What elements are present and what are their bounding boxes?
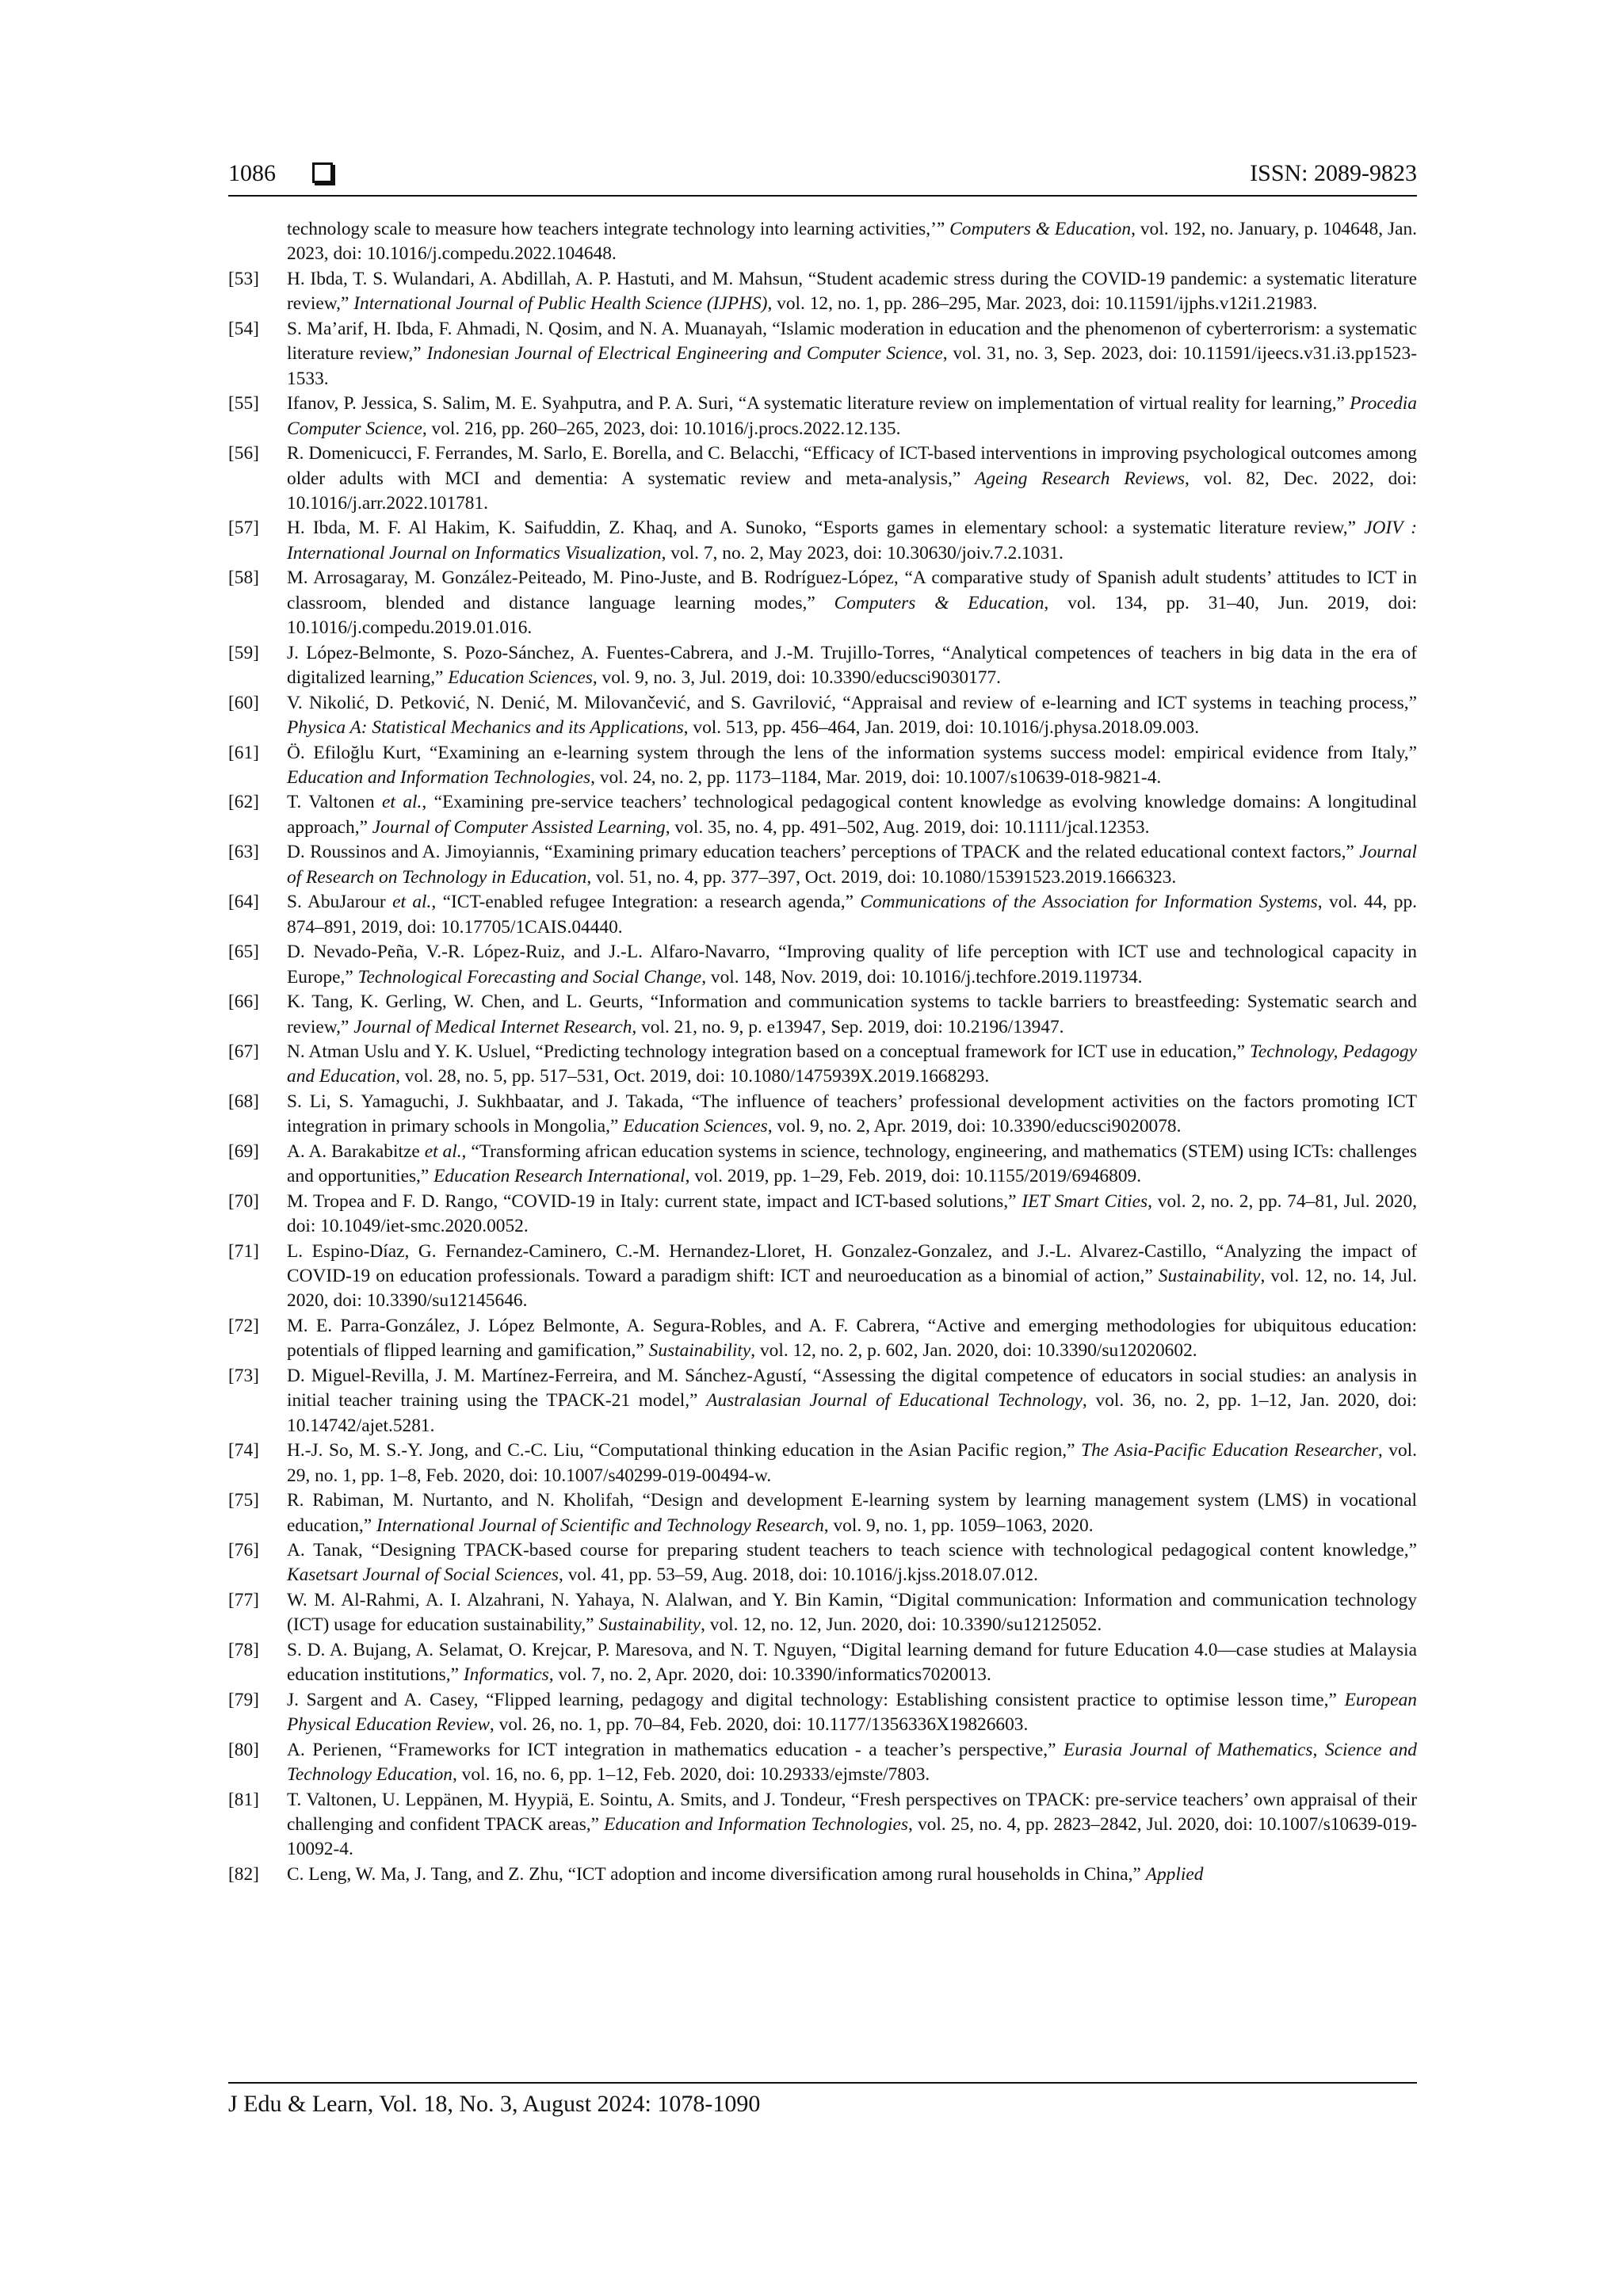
reference-segment: D. Roussinos and A. Jimoyiannis, “Examining primary education teachers’ perceptions of TPACK and the related educational context factors,” — [287, 842, 1360, 863]
reference-source-title: International Journal of Scientific and Technology Research — [376, 1515, 824, 1536]
reference-item — [228, 741, 1417, 791]
reference-text — [287, 1538, 1417, 1588]
reference-source-title: Communications of the Association for Information Systems — [860, 892, 1318, 913]
reference-segment: H. Ibda, T. S. Wulandari, A. Abdillah, A. P. Hastuti, and M. Mahsun, “Student academic stress during the COVID-19 pandemic: a systematic literature review,” — [287, 268, 1417, 315]
reference-segment: A. A. Barakabitze — [287, 1140, 425, 1162]
issn-label: ISSN: 2089-9823 — [1250, 160, 1417, 186]
reference-segment: , vol. 2019, pp. 1–29, Feb. 2019, doi: 10.1155/2019/6946809. — [685, 1166, 1142, 1187]
reference-segment: H. Ibda, M. F. Al Hakim, K. Saifuddin, Z. Khaq, and A. Sunoko, “Esports games in elementary school: a systematic literature review,” — [287, 518, 1365, 539]
reference-segment: , vol. 26, no. 1, pp. 70–84, Feb. 2020, doi: 10.1177/1356336X19826603. — [489, 1714, 1029, 1736]
reference-item — [228, 1240, 1417, 1314]
reference-text — [287, 317, 1417, 392]
reference-item — [228, 1040, 1417, 1090]
reference-source-title: Sustainability — [1158, 1266, 1261, 1287]
reference-text — [287, 267, 1417, 317]
reference-source-title: International Journal of Public Health Science (IJPHS) — [353, 293, 768, 315]
reference-segment: M. E. Parra-González, J. López Belmonte, A. Segura-Robles, and A. F. Cabrera, “Active and emerging methodologies for ubiquitous education: potentials of flipped learning and gamification,” — [287, 1315, 1417, 1362]
reference-source-title: Sustainability — [598, 1614, 701, 1636]
reference-item — [228, 1140, 1417, 1190]
reference-source-title: et al. — [382, 792, 422, 813]
reference-segment: Ö. Efiloğlu Kurt, “Examining an e-learning system through the lens of the information systems success model: empirical evidence from Italy,” — [287, 742, 1417, 763]
reference-text — [287, 1190, 1417, 1240]
reference-number: [58] — [228, 567, 259, 589]
reference-segment: S. D. A. Bujang, A. Selamat, O. Krejcar, P. Maresova, and N. T. Nguyen, “Digital learning demand for future Education 4.0—case studies at Malaysia education institutions,” — [287, 1639, 1417, 1686]
reference-segment: technology scale to measure how teachers integrate technology into learning activities,’” — [287, 219, 950, 239]
reference-number: [80] — [228, 1739, 259, 1760]
reference-item — [228, 1438, 1417, 1488]
reference-segment: C. Leng, W. Ma, J. Tang, and Z. Zhu, “ICT adoption and income diversification among rural households in China,” — [287, 1863, 1146, 1885]
reference-number: [78] — [228, 1639, 259, 1660]
reference-segment: , vol. 12, no. 1, pp. 286–295, Mar. 2023, doi: 10.11591/ijphs.v12i1.21983. — [767, 293, 1318, 315]
reference-segment: , vol. 9, no. 1, pp. 1059–1063, 2020. — [823, 1515, 1094, 1536]
reference-source-title: JOIV : International Journal on Informatics Visualization — [287, 518, 1417, 563]
page-footer — [228, 2088, 1417, 2120]
reference-segment: , vol. 16, no. 6, pp. 1–12, Feb. 2020, doi: 10.29333/ejmste/7803. — [452, 1764, 930, 1786]
reference-number: [54] — [228, 318, 259, 339]
reference-segment: , vol. 148, Nov. 2019, doi: 10.1016/j.techfore.2019.119734. — [701, 966, 1143, 988]
reference-source-title: Kasetsart Journal of Social Sciences — [287, 1564, 559, 1586]
reference-text — [287, 1638, 1417, 1688]
reference-item — [228, 1862, 1417, 1887]
reference-number: [57] — [228, 518, 259, 539]
reference-segment: , vol. 7, no. 2, Apr. 2020, doi: 10.3390/informatics7020013. — [548, 1664, 991, 1686]
reference-source-title: Sustainability — [648, 1340, 751, 1362]
reference-item — [228, 217, 1417, 267]
reference-source-title: Ageing Research Reviews — [975, 468, 1186, 489]
reference-source-title: Technology, Pedagogy and Education — [287, 1041, 1417, 1087]
reference-list — [228, 217, 1417, 1887]
reference-number: [68] — [228, 1091, 259, 1112]
reference-text — [287, 691, 1417, 741]
reference-source-title: Computers & Education — [949, 219, 1132, 239]
reference-number: [82] — [228, 1863, 259, 1885]
reference-segment: D. Miguel-Revilla, J. M. Martínez-Ferreira, and M. Sánchez-Agustí, “Assessing the digital competence of educators in social studies: an analysis in initial teacher training using the TPACK-21 model,” — [287, 1365, 1417, 1412]
reference-segment: M. Arrosagaray, M. González-Peiteado, M. Pino-Juste, and B. Rodríguez-López, “A comparative study of Spanish adult students’ attitudes to ICT in classroom, blended and distance language learning modes,” — [287, 567, 1417, 613]
reference-item — [228, 1090, 1417, 1140]
reference-text — [287, 441, 1417, 516]
reference-segment: , vol. 28, no. 5, pp. 517–531, Oct. 2019, doi: 10.1080/1475939X.2019.1668293. — [395, 1066, 990, 1087]
reference-source-title: IET Smart Cities — [1022, 1190, 1148, 1212]
reference-number: [62] — [228, 792, 259, 813]
reference-text — [287, 741, 1417, 791]
reference-number: [61] — [228, 742, 259, 763]
reference-item — [228, 1788, 1417, 1862]
reference-segment: L. Espino-Díaz, G. Fernandez-Caminero, C.-M. Hernandez-Lloret, H. Gonzalez-Gonzalez, and J.-L. Alvarez-Castillo, “Analyzing the impact of COVID-19 on education professionals. Toward a paradigm shift: ICT and neuroeducation as a binomial of action,” — [287, 1240, 1417, 1287]
page-header — [228, 153, 1417, 194]
reference-segment: S. Ma’arif, H. Ibda, F. Ahmadi, N. Qosim, and N. A. Muanayah, “Islamic moderation in education and the phenomenon of cyberterrorism: a systematic literature review,” — [287, 318, 1417, 365]
reference-text — [287, 1788, 1417, 1862]
reference-text — [287, 1364, 1417, 1438]
reference-item — [228, 890, 1417, 940]
reference-segment: , vol. 9, no. 3, Jul. 2019, doi: 10.3390/educsci9030177. — [592, 667, 1002, 689]
reference-segment: N. Atman Uslu and Y. K. Usluel, “Predicting technology integration based on a conceptual framework for ICT use in education,” — [287, 1041, 1250, 1062]
reference-segment: J. López-Belmonte, S. Pozo-Sánchez, A. Fuentes-Cabrera, and J.-M. Trujillo-Torres, “Analytical competences of teachers in big data in the era of digitalized learning,” — [287, 642, 1417, 689]
reference-item — [228, 267, 1417, 317]
reference-item — [228, 790, 1417, 840]
reference-item — [228, 1488, 1417, 1538]
reference-source-title: European Physical Education Review — [287, 1689, 1417, 1736]
reference-text — [287, 1240, 1417, 1314]
reference-item — [228, 691, 1417, 741]
reference-text — [287, 1488, 1417, 1538]
reference-item — [228, 990, 1417, 1040]
reference-segment: H.-J. So, M. S.-Y. Jong, and C.-C. Liu, “Computational thinking education in the Asian Pacific region,” — [287, 1440, 1082, 1461]
reference-source-title: Applied — [1145, 1863, 1204, 1885]
reference-segment: , vol. 12, no. 2, p. 602, Jan. 2020, doi: 10.3390/su12020602. — [750, 1340, 1197, 1362]
reference-number: [63] — [228, 842, 259, 863]
reference-number: [75] — [228, 1490, 259, 1511]
reference-source-title: Technological Forecasting and Social Change — [357, 966, 702, 988]
reference-segment: , vol. 82, Dec. 2022, doi: 10.1016/j.arr.2022.101781. — [287, 468, 1417, 514]
reference-source-title: Education and Information Technologies — [604, 1814, 909, 1835]
reference-item — [228, 1364, 1417, 1438]
reference-item — [228, 1538, 1417, 1588]
reference-segment: , vol. 25, no. 4, pp. 2823–2842, Jul. 2020, doi: 10.1007/s10639-019-10092-4. — [287, 1814, 1417, 1860]
reference-source-title: Computers & Education — [834, 592, 1044, 613]
reference-number: [69] — [228, 1140, 259, 1162]
reference-item — [228, 516, 1417, 566]
reference-segment: , vol. 29, no. 1, pp. 1–8, Feb. 2020, doi: 10.1007/s40299-019-00494-w. — [287, 1440, 1417, 1486]
reference-segment: M. Tropea and F. D. Rango, “COVID-19 in Italy: current state, impact and ICT-based solutions,” — [287, 1190, 1022, 1212]
reference-segment: W. M. Al-Rahmi, A. I. Alzahrani, N. Yahaya, N. Alalwan, and Y. Bin Kamin, “Digital communication: Information and communication technology (ICT) usage for education sustainability,” — [287, 1589, 1417, 1636]
reference-source-title: et al. — [392, 892, 432, 913]
reference-segment: , vol. 7, no. 2, May 2023, doi: 10.30630/joiv.7.2.1031. — [661, 542, 1064, 563]
reference-text — [287, 790, 1417, 840]
reference-number: [56] — [228, 443, 259, 464]
reference-source-title: Physica A: Statistical Mechanics and its Applications — [287, 717, 684, 739]
reference-item — [228, 1190, 1417, 1240]
reference-segment: , vol. 51, no. 4, pp. 377–397, Oct. 2019, doi: 10.1080/15391523.2019.1666323. — [586, 866, 1177, 888]
reference-segment: D. Nevado-Peña, V.-R. López-Ruiz, and J.-L. Alfaro-Navarro, “Improving quality of life perception with ICT use and technological capacity in Europe,” — [287, 942, 1417, 988]
reference-number: [70] — [228, 1190, 259, 1212]
reference-source-title: et al. — [424, 1140, 462, 1162]
reference-segment: T. Valtonen — [287, 792, 382, 813]
reference-text — [287, 1040, 1417, 1090]
reference-number: [72] — [228, 1315, 259, 1336]
reference-text — [287, 990, 1417, 1040]
reference-number: [55] — [228, 393, 259, 415]
reference-segment: R. Rabiman, M. Nurtanto, and N. Kholifah, “Design and development E-learning system by learning management system (LMS) in vocational education,” — [287, 1490, 1417, 1536]
reference-text — [228, 217, 1417, 267]
footer-rule — [228, 2082, 1417, 2084]
reference-segment: A. Tanak, “Designing TPACK-based course for preparing student teachers to teach science with technological pedagogical content knowledge,” — [287, 1540, 1417, 1561]
reference-text — [287, 392, 1417, 441]
journal-citation: J Edu & Learn, Vol. 18, No. 3, August 2024: 1078-1090 — [228, 2091, 761, 2117]
reference-item — [228, 1588, 1417, 1638]
reference-segment: Ifanov, P. Jessica, S. Salim, M. E. Syahputra, and P. A. Suri, “A systematic literature review on implementation of virtual reality for learning,” — [287, 393, 1350, 415]
reference-segment: , vol. 41, pp. 53–59, Aug. 2018, doi: 10.1016/j.kjss.2018.07.012. — [559, 1564, 1038, 1586]
reference-text — [287, 1140, 1417, 1190]
reference-source-title: Procedia Computer Science — [287, 393, 1417, 439]
reference-text — [287, 1438, 1417, 1488]
reference-text — [287, 1314, 1417, 1364]
reference-segment: S. AbuJarour — [287, 892, 393, 913]
reference-text — [287, 1090, 1417, 1140]
reference-source-title: Indonesian Journal of Electrical Engineering and Computer Science — [426, 343, 943, 365]
reference-segment: , “ICT-enabled refugee Integration: a research agenda,” — [431, 892, 861, 913]
reference-item — [228, 641, 1417, 691]
reference-segment: K. Tang, K. Gerling, W. Chen, and L. Geurts, “Information and communication systems to tackle barriers to breastfeeding: Systematic search and review,” — [287, 991, 1417, 1037]
reference-segment: , vol. 21, no. 9, p. e13947, Sep. 2019, doi: 10.2196/13947. — [632, 1016, 1064, 1037]
reference-segment: , “Transforming african education systems in science, technology, engineering, and mathematics (STEM) using ICTs: challenges and opportunities,” — [287, 1140, 1417, 1187]
reference-segment: , vol. 134, pp. 31–40, Jun. 2019, doi: 10.1016/j.compedu.2019.01.016. — [287, 592, 1418, 639]
reference-text — [287, 940, 1417, 990]
reference-segment: R. Domenicucci, F. Ferrandes, M. Sarlo, E. Borella, and C. Belacchi, “Efficacy of ICT-based interventions in improving psychological outcomes among older adults with MCI and dementia: A systematic review and meta-analysis,” — [287, 443, 1417, 489]
reference-text — [287, 1738, 1417, 1788]
reference-number: [60] — [228, 692, 259, 713]
reference-text — [287, 1588, 1417, 1638]
reference-item — [228, 1638, 1417, 1688]
reference-number: [71] — [228, 1240, 259, 1262]
reference-item — [228, 1314, 1417, 1364]
reference-number: [76] — [228, 1540, 259, 1561]
reference-segment: A. Perienen, “Frameworks for ICT integration in mathematics education - a teacher’s perspective,” — [287, 1739, 1064, 1760]
reference-number: [77] — [228, 1589, 259, 1610]
reference-source-title: Education Sciences — [623, 1116, 768, 1137]
reference-number: [59] — [228, 642, 259, 663]
reference-segment: , vol. 36, no. 2, pp. 1–12, Jan. 2020, doi: 10.14742/ajet.5281. — [287, 1390, 1417, 1436]
reference-segment: , vol. 44, pp. 874–891, 2019, doi: 10.17705/1CAIS.04440. — [287, 892, 1418, 938]
reference-text — [287, 566, 1417, 640]
header-left — [228, 160, 333, 187]
reference-segment: , “Examining pre-service teachers’ technological pedagogical content knowledge as evolving knowledge domains: A longitudinal approach,” — [287, 792, 1417, 838]
reference-item — [228, 392, 1417, 441]
reference-segment: T. Valtonen, U. Leppänen, M. Hyypiä, E. Sointu, A. Smits, and J. Tondeur, “Fresh perspectives on TPACK: pre-service teachers’ own appraisal of their challenging and confident TPACK areas,” — [287, 1789, 1417, 1835]
reference-item — [228, 566, 1417, 640]
reference-source-title: Journal of Medical Internet Research — [353, 1016, 632, 1037]
reference-item — [228, 1738, 1417, 1788]
reference-number: [73] — [228, 1365, 259, 1386]
reference-source-title: Journal of Research on Technology in Education — [287, 842, 1417, 888]
reference-source-title: The Asia-Pacific Education Researcher — [1081, 1440, 1378, 1461]
reference-text — [287, 1688, 1417, 1738]
reference-source-title: Informatics — [463, 1664, 549, 1686]
page-number: 1086 — [228, 160, 276, 186]
reference-segment: J. Sargent and A. Casey, “Flipped learning, pedagogy and digital technology: Establishing consistent practice to optimise lesson time,” — [287, 1689, 1345, 1710]
reference-number: [64] — [228, 892, 259, 913]
reference-source-title: Eurasia Journal of Mathematics, Science and Technology Education — [287, 1739, 1417, 1786]
reference-segment: , vol. 31, no. 3, Sep. 2023, doi: 10.11591/ijeecs.v31.i3.pp1523-1533. — [287, 343, 1417, 389]
reference-segment: , vol. 513, pp. 456–464, Jan. 2019, doi: 10.1016/j.physa.2018.09.003. — [683, 717, 1200, 739]
reference-text — [287, 840, 1417, 890]
reference-source-title: Education and Information Technologies — [287, 766, 591, 788]
square-bullet-icon — [312, 162, 333, 183]
reference-item — [228, 940, 1417, 990]
reference-number: [74] — [228, 1440, 259, 1461]
reference-number: [79] — [228, 1689, 259, 1710]
reference-number: [81] — [228, 1789, 259, 1810]
reference-item — [228, 441, 1417, 516]
header-rule — [228, 195, 1417, 197]
reference-segment: V. Nikolić, D. Petković, N. Denić, M. Milovančević, and S. Gavrilović, “Appraisal and review of e-learning and ICT systems in teaching process,” — [287, 692, 1417, 713]
reference-segment: , vol. 9, no. 2, Apr. 2019, doi: 10.3390/educsci9020078. — [767, 1116, 1182, 1137]
reference-segment: , vol. 192, no. January, p. 104648, Jan. 2023, doi: 10.1016/j.compedu.2022.104648. — [287, 219, 1417, 265]
reference-segment: S. Li, S. Yamaguchi, J. Sukhbaatar, and J. Takada, “The influence of teachers’ professional development activities on the factors promoting ICT integration in primary schools in Mongolia,” — [287, 1091, 1417, 1137]
reference-segment: , vol. 24, no. 2, pp. 1173–1184, Mar. 2019, doi: 10.1007/s10639-018-9821-4. — [590, 766, 1162, 788]
reference-source-title: Education Sciences — [448, 667, 593, 689]
reference-text — [287, 516, 1417, 566]
reference-segment: , vol. 12, no. 14, Jul. 2020, doi: 10.3390/su12145646. — [287, 1266, 1417, 1312]
reference-number: [67] — [228, 1041, 259, 1062]
reference-segment: , vol. 35, no. 4, pp. 491–502, Aug. 2019, doi: 10.1111/jcal.12353. — [665, 816, 1150, 838]
reference-segment: , vol. 216, pp. 260–265, 2023, doi: 10.1016/j.procs.2022.12.135. — [422, 418, 901, 439]
reference-number: [53] — [228, 268, 259, 289]
reference-source-title: Australasian Journal of Educational Technology — [706, 1390, 1083, 1412]
reference-source-title: Education Research International — [433, 1166, 685, 1187]
reference-item — [228, 840, 1417, 890]
reference-number: [65] — [228, 942, 259, 963]
reference-segment: , vol. 12, no. 12, Jun. 2020, doi: 10.3390/su12125052. — [701, 1614, 1102, 1636]
reference-segment: , vol. 2, no. 2, pp. 74–81, Jul. 2020, doi: 10.1049/iet-smc.2020.0052. — [287, 1190, 1418, 1237]
reference-item — [228, 1688, 1417, 1738]
reference-source-title: Journal of Computer Assisted Learning — [372, 816, 666, 838]
reference-number: [66] — [228, 991, 259, 1013]
reference-item — [228, 317, 1417, 392]
reference-text — [287, 890, 1417, 940]
reference-text — [287, 641, 1417, 691]
reference-text — [287, 1862, 1417, 1887]
